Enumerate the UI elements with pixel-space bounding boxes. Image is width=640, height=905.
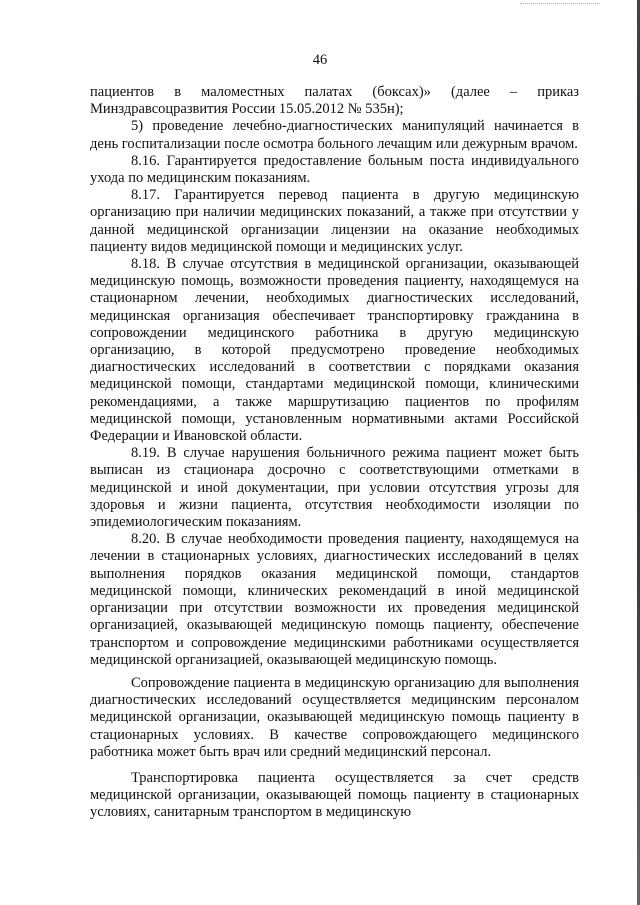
paragraph-8-18: 8.18. В случае отсутствия в медицинской организации, оказывающей медицинскую помощь, возможности проведения пациенту, находящемуся на стационарном лечении, необходимых диагностических исследований, медицинская организация обеспечивает транспортировку гражданина в сопровождении медицинского работника в другую медицинскую организацию, в которой предусмотрено проведение необходимых диагностических исследований в соответствии с порядками оказания медицинской помощи, стандартами медицинской помощи, клиническими рекомендациями, а также маршрутизацию пациентов по профилям медицинской помощи, установленным нормативными актами Российской Федерации и Ивановской области.	[90, 256, 579, 445]
paragraph-8-20: 8.20. В случае необходимости проведения пациенту, находящемуся на лечении в стационарных условиях, диагностических исследований в целях выполнения порядков оказания медицинской помощи, стандартов медицинской помощи, клинических рекомендаций в иной медицинской организации при отсутствии возможности их проведения медицинской организацией, оказывающей медицинскую помощь пациенту, обеспечение транспортом и сопровождение медицинскими работниками осуществляется медицинской организацией, оказывающей медицинскую помощь.	[90, 531, 579, 668]
page-number: 46	[312, 52, 328, 68]
paragraph-continuation: пациентов в маломестных палатах (боксах)» (далее – приказ Минздравсоцразвития России 15.05.2012 № 535н);	[90, 84, 579, 118]
paragraph-8-16: 8.16. Гарантируется предоставление больным поста индивидуального ухода по медицинским показаниям.	[90, 152, 579, 187]
paragraph-item-5: 5) проведение лечебно-диагностических манипуляций начинается в день госпитализации после осмотра больного лечащим или дежурным врачом.	[90, 118, 579, 152]
paragraph-8-17: 8.17. Гарантируется перевод пациента в другую медицинскую организацию при наличии медицинских показаний, а также при отсутствии у данной медицинской организации лицензии на оказание необходимых пациенту видов медицинской помощи и медицинских услуг.	[90, 187, 579, 255]
paragraph-transport: Транспортировка пациента осуществляется за счет средств медицинской организации, оказывающей помощь пациенту в стационарных условиях, санитарным транспортом в медицинскую	[90, 769, 579, 821]
paragraph-escort: Сопровождение пациента в медицинскую организацию для выполнения диагностических исследований осуществляется медицинским персоналом медицинской организации, оказывающей медицинскую помощь пациенту в стационарных условиях. В качестве сопровождающего медицинского работника может быть врач или средний медицинский персонал.	[90, 674, 579, 760]
document-body	[90, 84, 579, 822]
paragraph-8-19: 8.19. В случае нарушения больничного режима пациент может быть выписан из стационара досрочно с соответствующими отметками в медицинской и иной документации, при условии отсутствия угрозы для здоровья и жизни пациента, отсутствия необходимости изоляции по эпидемиологическим показаниям.	[90, 445, 579, 531]
scan-artifact	[520, 3, 600, 10]
